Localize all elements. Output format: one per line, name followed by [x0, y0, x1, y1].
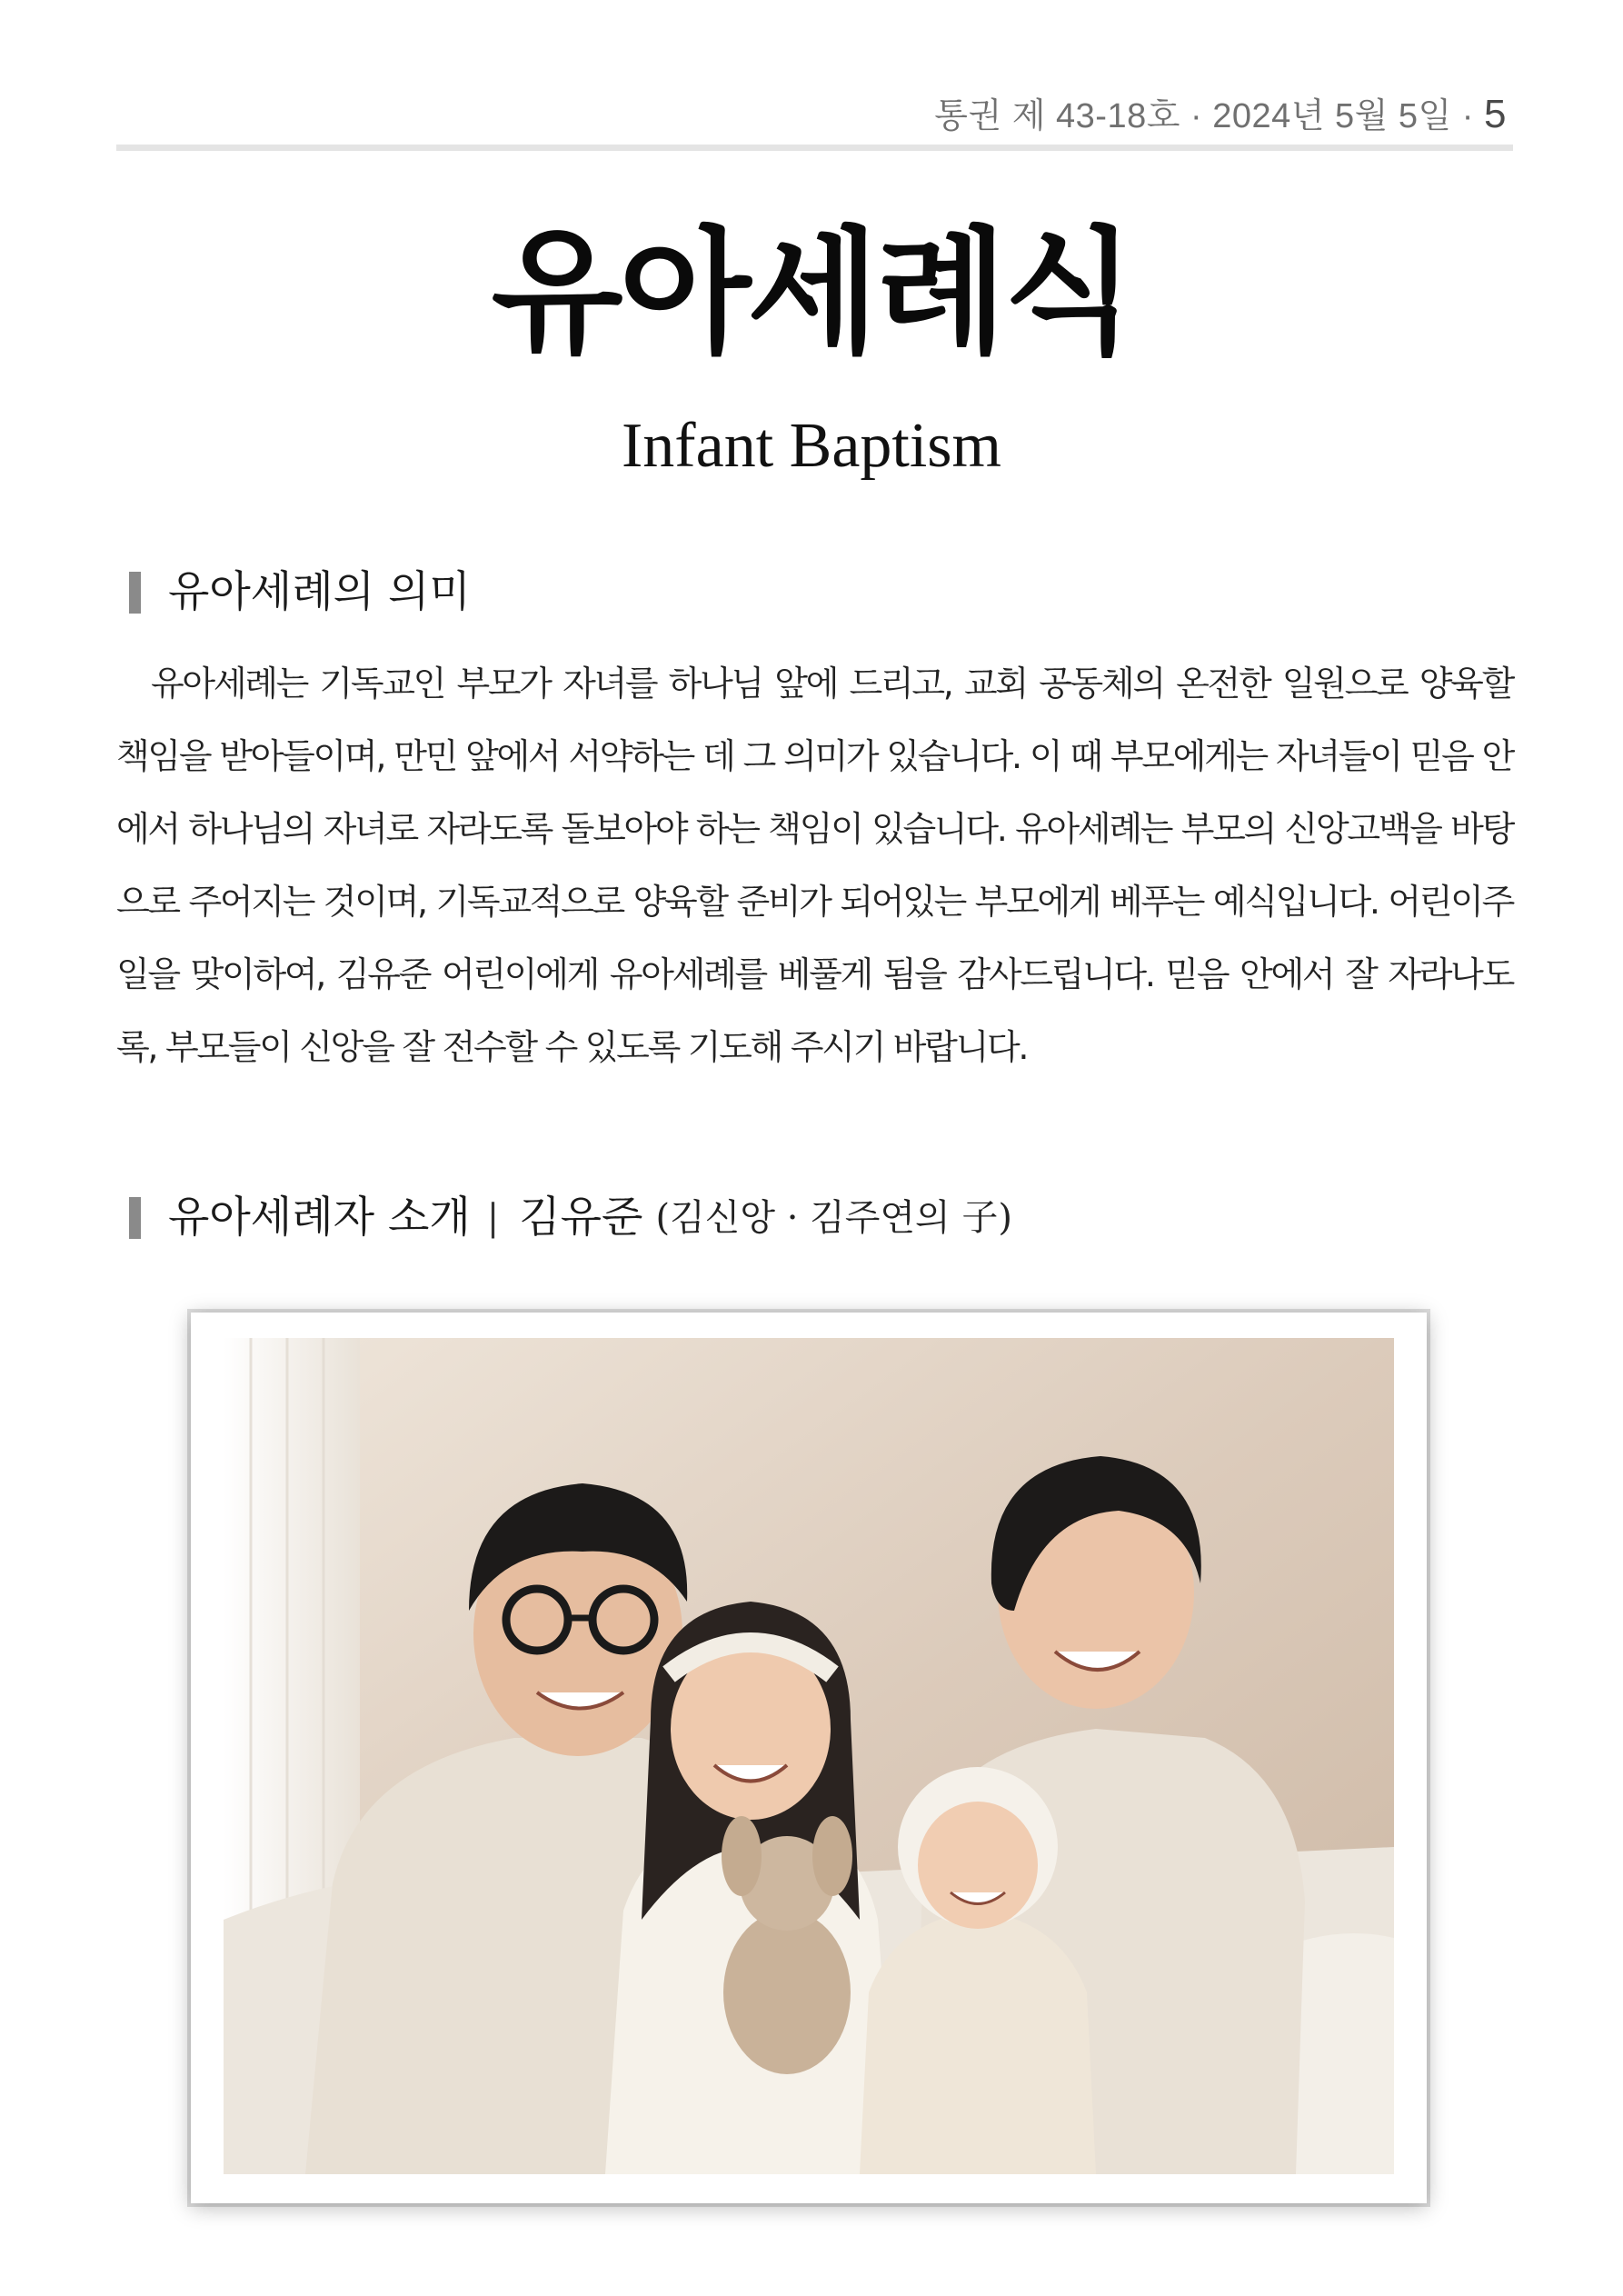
section-marker: [129, 572, 141, 614]
header-divider: [116, 145, 1513, 151]
section-heading-meaning: [129, 565, 471, 620]
family-photo-icon: [224, 1338, 1394, 2174]
page-subtitle: Infant Baptism: [622, 411, 1001, 481]
photo-frame: [191, 1313, 1427, 2203]
baptized-name: 김유준: [519, 1193, 643, 1243]
page-title: 유아세례식: [491, 215, 1132, 373]
issue-info: 통권 제 43-18호 · 2024년 5월 5일 ·: [934, 97, 1485, 135]
family-photo: [224, 1338, 1394, 2174]
section-heading-intro: [129, 1191, 1012, 1245]
parents-names: (김신앙 · 김주연의 子): [655, 1197, 1013, 1239]
section-heading-label: 유아세례의 의미: [168, 567, 471, 617]
heading-divider: |: [486, 1197, 500, 1239]
section-marker: [129, 1197, 141, 1239]
section-heading-label: 유아세례자 소개: [168, 1193, 471, 1243]
meaning-paragraph: 유아세례는 기독교인 부모가 자녀를 하나님 앞에 드리고, 교회 공동체의 온전한 일원으로 양육할 책임을 받아들이며, 만민 앞에서 서약하는 데 그 의미가 있습니다. 이 때 부모에게는 자녀들이 믿음 안에서 하나님의 자녀로 자라도록 돌보아야 하는 책임이 있습니다. 유아세례는 부모의 신앙고백을 바탕으로 주어지는 것이며, 기독교적으로 양육할 준비가 되어있는 부모에게 베푸는 예식입니다. 어린이주일을 맞이하여, 김유준 어린이에게 유아세례를 베풀게 됨을 감사드립니다. 믿음 안에서 잘 자라나도록, 부모들이 신앙을 잘 전수할 수 있도록 기도해 주시기 바랍니다.: [116, 664, 1514, 1067]
header-meta: [934, 87, 1507, 137]
page-number: 5: [1484, 92, 1507, 136]
